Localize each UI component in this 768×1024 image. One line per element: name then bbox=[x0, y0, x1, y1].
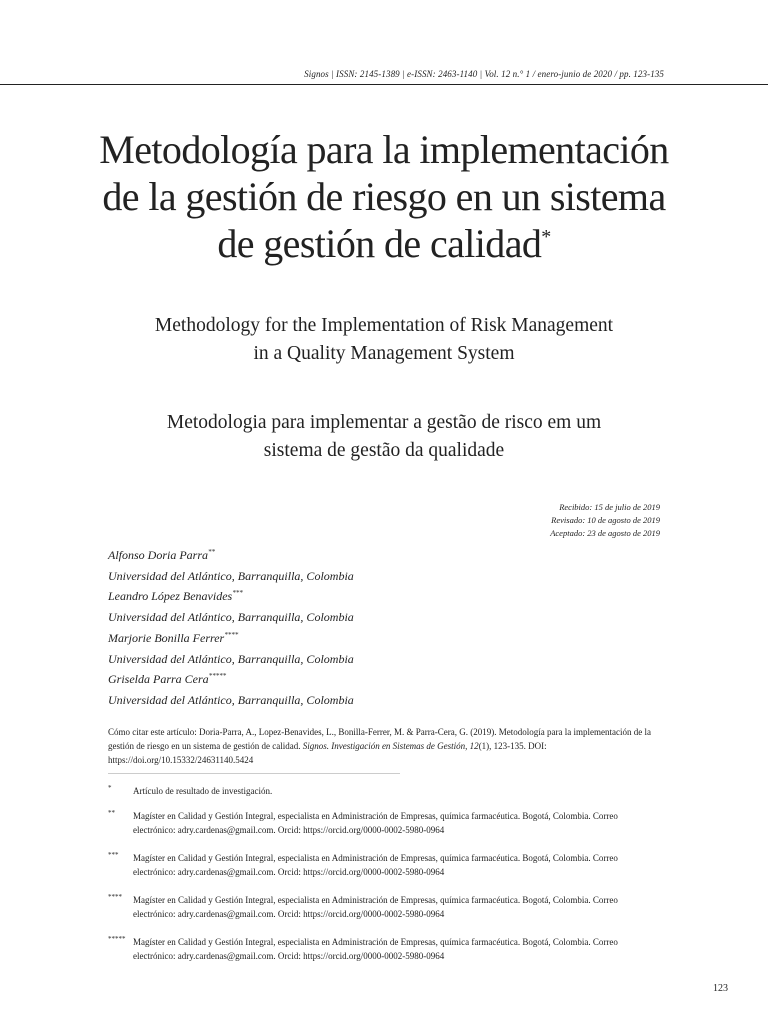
footnote bbox=[108, 893, 660, 921]
citation-block bbox=[108, 725, 660, 767]
footnote-rule bbox=[108, 773, 400, 774]
title-line-3 bbox=[60, 220, 708, 267]
subtitle-portuguese bbox=[80, 409, 688, 465]
article-title bbox=[60, 126, 708, 267]
footnote-text: Magíster en Calidad y Gestión Integral, especialista en Administración de Empresas, química farmacéutica. Bogotá, Colombia. Correo electrónico: adry.cardenas@gmail.com. Orcid: https://orcid.org/0000-0002-5980-0964 bbox=[133, 895, 618, 919]
footnote-mark: ***** bbox=[108, 935, 126, 943]
footnote bbox=[108, 851, 660, 879]
date-accepted: Aceptado: 23 de agosto de 2019 bbox=[550, 528, 660, 538]
author-name-text: Griselda Parra Cera bbox=[108, 672, 209, 687]
author-mark: ***** bbox=[208, 672, 227, 681]
author-affiliation: Universidad del Atlántico, Barranquilla, Colombia bbox=[108, 610, 354, 625]
subtitle-portuguese-line-1: Metodologia para implementar a gestão de risco em um bbox=[166, 412, 602, 433]
footnote-text: Magíster en Calidad y Gestión Integral, especialista en Administración de Empresas, química farmacéutica. Bogotá, Colombia. Correo electrónico: adry.cardenas@gmail.com. Orcid: https://orcid.org/0000-0002-5980-0964 bbox=[133, 937, 618, 961]
footnote-mark: *** bbox=[108, 851, 119, 859]
footnote-mark: ** bbox=[108, 809, 115, 817]
author-name bbox=[108, 669, 354, 690]
author-name-text: Alfonso Doria Parra bbox=[108, 548, 209, 562]
author-name bbox=[108, 586, 354, 607]
subtitle-english-line-1: Methodology for the Implementation of Risk Management bbox=[154, 315, 614, 336]
author-name-text: Leandro López Benavides bbox=[108, 589, 233, 604]
subtitle-english-line-2: in a Quality Management System bbox=[253, 343, 515, 364]
author-list bbox=[108, 545, 354, 711]
subtitle-portuguese-line-2: sistema de gestão da qualidade bbox=[263, 440, 505, 461]
author-affiliation: Universidad del Atlántico, Barranquilla, Colombia bbox=[108, 651, 354, 666]
author-name-text: Marjorie Bonilla Ferrer bbox=[108, 630, 225, 645]
footnote bbox=[108, 784, 660, 798]
title-line-3-text: de gestión de calidad bbox=[217, 221, 542, 266]
header-rule bbox=[0, 84, 768, 85]
journal-header: Signos | ISSN: 2145-1389 | e-ISSN: 2463-1140 | Vol. 12 n.° 1 / enero-junio de 2020 / pp. 123-135 bbox=[304, 69, 664, 79]
author-mark: ** bbox=[208, 548, 216, 556]
footnote bbox=[108, 809, 660, 837]
title-line-1: Metodología para la implementación bbox=[99, 127, 669, 172]
citation-prefix: Cómo citar este artículo: Doria-Parra, A., Lopez-Benavides, L., Bonilla-Ferrer, M. & Parra-Cera, G. (2019). Metodología para la implementación de la gestión de riesgo en un sistema de gestión de calidad. bbox=[108, 727, 651, 751]
author-mark: *** bbox=[232, 589, 243, 598]
article-dates bbox=[550, 501, 660, 540]
author-name bbox=[108, 545, 354, 566]
subtitle-english bbox=[80, 312, 688, 368]
footnote bbox=[108, 935, 660, 963]
footnote-text: Magíster en Calidad y Gestión Integral, especialista en Administración de Empresas, química farmacéutica. Bogotá, Colombia. Correo electrónico: adry.cardenas@gmail.com. Orcid: https://orcid.org/0000-0002-5980-0964 bbox=[133, 811, 618, 835]
footnote-mark: **** bbox=[108, 893, 122, 901]
title-footnote-mark: * bbox=[541, 226, 551, 248]
date-revised: Revisado: 10 de agosto de 2019 bbox=[551, 515, 660, 525]
author-affiliation: Universidad del Atlántico, Barranquilla, Colombia bbox=[108, 568, 354, 583]
author-name bbox=[108, 628, 354, 649]
citation-suffix: (1), 123-135. DOI: https://doi.org/10.15332/24631140.5424 bbox=[108, 741, 547, 765]
date-received: Recibido: 15 de julio de 2019 bbox=[559, 502, 660, 512]
page-number: 123 bbox=[713, 983, 728, 994]
author-affiliation: Universidad del Atlántico, Barranquilla, Colombia bbox=[108, 692, 354, 707]
footnote-text: Magíster en Calidad y Gestión Integral, especialista en Administración de Empresas, química farmacéutica. Bogotá, Colombia. Correo electrónico: adry.cardenas@gmail.com. Orcid: https://orcid.org/0000-0002-5980-0964 bbox=[133, 853, 618, 877]
footnote-mark: * bbox=[108, 784, 112, 792]
footnote-text: Artículo de resultado de investigación. bbox=[133, 786, 273, 796]
author-mark: **** bbox=[224, 630, 239, 639]
citation-journal: Signos. Investigación en Sistemas de Gestión, 12 bbox=[302, 741, 479, 751]
title-line-2: de la gestión de riesgo en un sistema bbox=[102, 174, 666, 219]
